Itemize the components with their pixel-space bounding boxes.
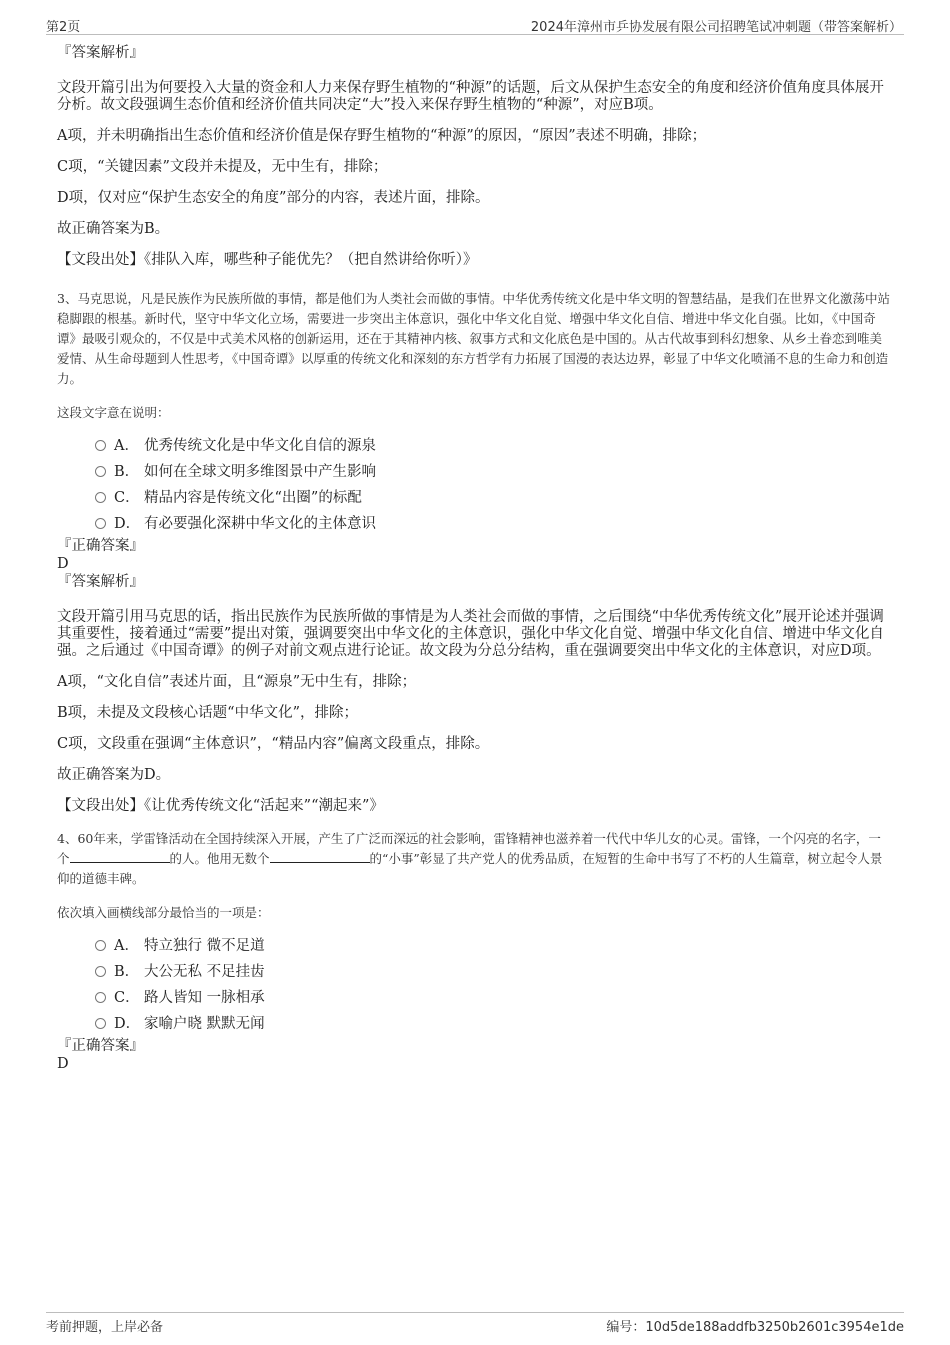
document-id: 编号：10d5de188addfb3250b2601c3954e1de	[606, 1320, 904, 1335]
page-number: 第2页	[46, 20, 81, 35]
option-b[interactable]: B． 大公无私 不足挂齿	[95, 959, 892, 985]
option-c-note: C项，“关键因素”文段并未提及，无中生有，排除；	[57, 159, 388, 175]
source: 【文段出处】《让优秀传统文化“活起来”“潮起来”》	[57, 798, 384, 814]
option-c[interactable]: C． 精品内容是传统文化“出圈”的标配	[95, 485, 892, 511]
option-a-note: A项，“文化自信”表述片面，且“源泉”无中生有，排除；	[57, 674, 417, 690]
correct-answer-label: 『正确答案』	[57, 538, 144, 554]
radio-icon[interactable]	[95, 1018, 106, 1029]
document-title: 2024年漳州市乒协发展有限公司招聘笔试冲刺题（带答案解析）	[530, 20, 902, 35]
correct-answer: D	[57, 1056, 69, 1072]
option-b[interactable]: B． 如何在全球文明多维图景中产生影响	[95, 459, 892, 485]
radio-icon[interactable]	[95, 966, 106, 977]
analysis-text: 文段开篇引出为何要投入大量的资金和人力来保存野生植物的“种源”的话题，后文从保护生态安全的角度和经济价值角度具体展开分析。故文段强调生态价值和经济价值共同决定“大”投入来保存野生植物的“种源”，对应B项。	[57, 80, 884, 113]
option-a-note: A项，并未明确指出生态价值和经济价值是保存野生植物的“种源”的原因，“原因”表述不明确，排除；	[57, 128, 707, 144]
analysis-label: 『答案解析』	[57, 45, 144, 61]
option-a[interactable]: A． 优秀传统文化是中华文化自信的源泉	[95, 433, 892, 459]
question-3-prompt: 这段文字意在说明：	[57, 405, 170, 420]
footer-slogan: 考前押题，上岸必备	[46, 1320, 164, 1335]
question-3-stem: 3、马克思说，凡是民族作为民族所做的事情，都是他们为人类社会而做的事情。中华优秀传统文化是中华文明的智慧结晶，是我们在世界文化激荡中站稳脚跟的根基。新时代，坚守中华文化立场，需要进一步突出主体意识，强化中华文化自觉、增强中华文化自信、增进中华文化自强。比如，《中国奇谭》最吸引观众的，不仅是中式美术风格的创新运用，还在于其精神内核、叙事方式和文化底色是中国的。从古代故事到科幻想象、从乡土眷恋到唯美爱情、从生命母题到人性思考，《中国奇谭》以厚重的传统文化和深刻的东方哲学有力拓展了国漫的表达边界，彰显了中华文化喷涌不息的生命力和创造力。	[57, 291, 890, 386]
option-d[interactable]: D． 有必要强化深耕中华文化的主体意识	[95, 511, 892, 537]
fill-blank-1	[70, 850, 170, 863]
source: 【文段出处】《排队入库，哪些种子能优先？（把自然讲给你听）》	[57, 252, 478, 268]
conclusion: 故正确答案为B。	[57, 221, 170, 237]
question-4-options	[95, 933, 892, 1037]
option-c-note: C项，文段重在强调“主体意识”，“精品内容”偏离文段重点，排除。	[57, 736, 490, 752]
radio-icon[interactable]	[95, 466, 106, 477]
correct-answer: D	[57, 556, 69, 572]
question-4-prompt: 依次填入画横线部分最恰当的一项是：	[57, 905, 270, 920]
radio-icon[interactable]	[95, 992, 106, 1003]
page-footer	[46, 1312, 904, 1335]
option-a[interactable]: A． 特立独行 微不足道	[95, 933, 892, 959]
question-4-stem: 4、60年来，学雷锋活动在全国持续深入开展，产生了广泛而深远的社会影响，雷锋精神也滋养着一代代中华儿女的心灵。雷锋，一个闪亮的名字，一个 的人。他用无数个 的“小事”彰显了共产党人的优秀品质，在短暂的生命中书写了不朽的人生篇章，树立起令人景仰的道德丰碑。	[57, 831, 883, 886]
question-3-options	[95, 433, 892, 537]
option-d-note: D项，仅对应“保护生态安全的角度”部分的内容，表述片面，排除。	[57, 190, 490, 206]
radio-icon[interactable]	[95, 518, 106, 529]
option-d[interactable]: D． 家喻户晓 默默无闻	[95, 1011, 892, 1037]
option-c[interactable]: C． 路人皆知 一脉相承	[95, 985, 892, 1011]
radio-icon[interactable]	[95, 492, 106, 503]
conclusion: 故正确答案为D。	[57, 767, 171, 783]
fill-blank-2	[270, 850, 370, 863]
option-b-note: B项，未提及文段核心话题“中华文化”，排除；	[57, 705, 358, 721]
page-header	[46, 14, 904, 35]
document-body	[57, 44, 892, 1073]
radio-icon[interactable]	[95, 440, 106, 451]
radio-icon[interactable]	[95, 940, 106, 951]
analysis-label: 『答案解析』	[57, 574, 144, 590]
analysis-text: 文段开篇引用马克思的话，指出民族作为民族所做的事情是为人类社会而做的事情，之后围绕“中华优秀传统文化”展开论述并强调其重要性，接着通过“需要”提出对策，强调要突出中华文化的主体意识，强化中华文化自觉、增强中华文化自信、增进中华文化自强。之后通过《中国奇谭》的例子对前文观点进行论证。故文段为分总分结构，重在强调要突出中华文化的主体意识，对应D项。	[57, 609, 884, 659]
correct-answer-label: 『正确答案』	[57, 1038, 144, 1054]
